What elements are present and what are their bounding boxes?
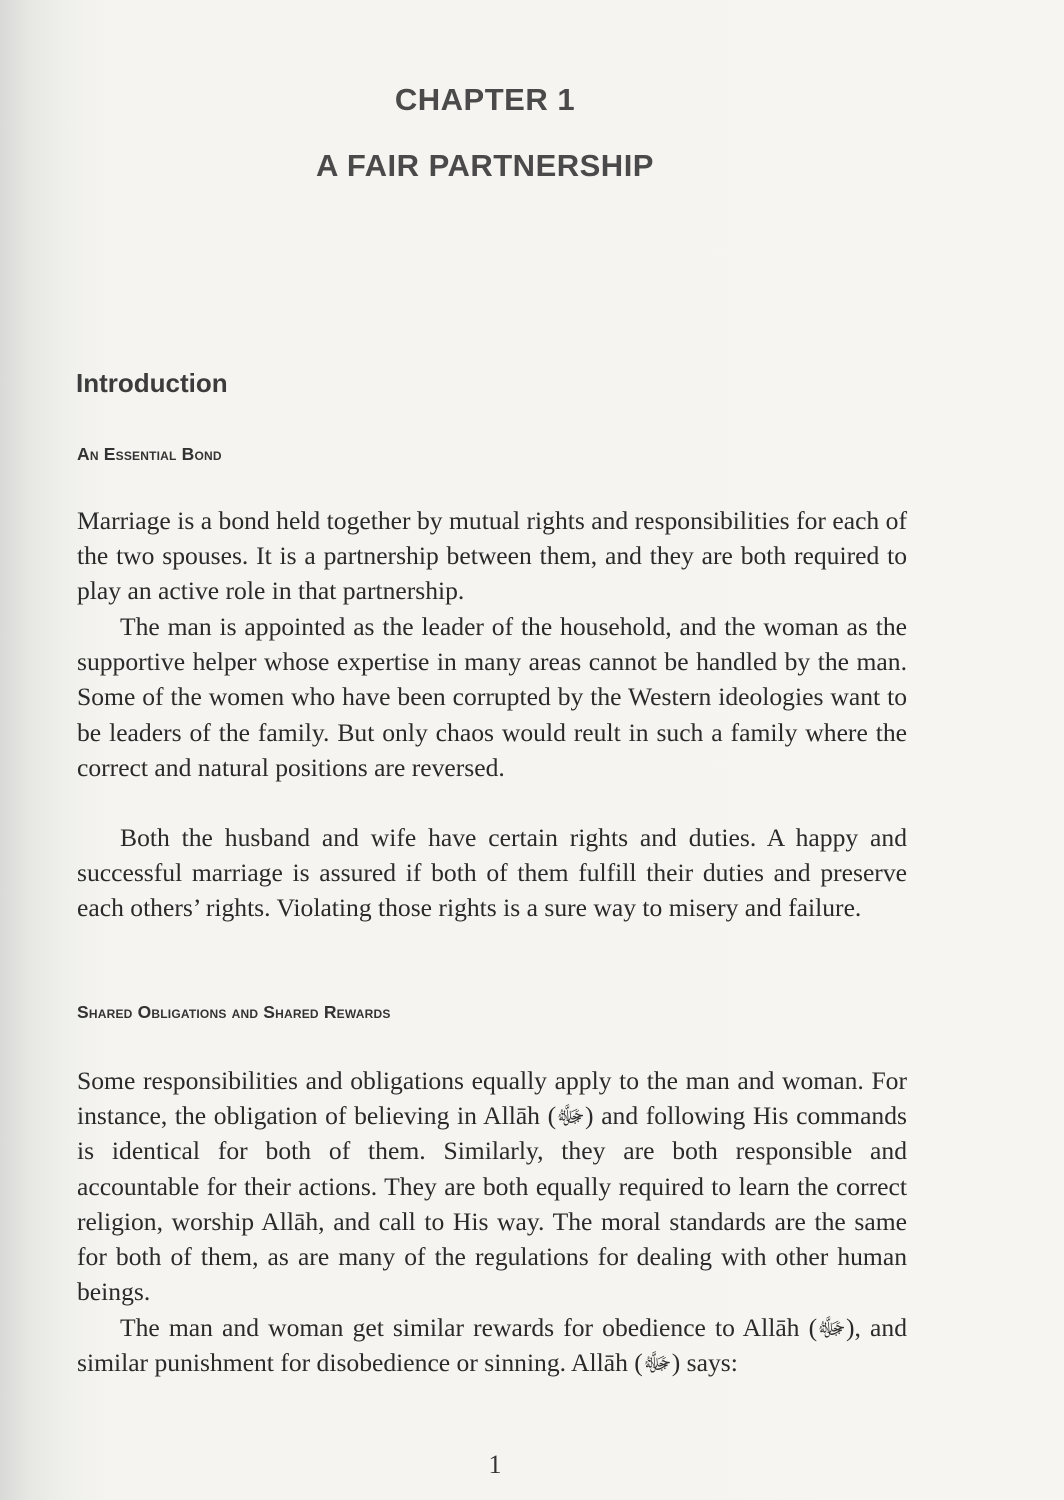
paragraph: Marriage is a bond held together by mutual rights and responsibilities for each of the two spouses. It is a partnership between them, and they are both required to play an active role in that partnership.: [77, 506, 907, 606]
chapter-title: A FAIR PARTNERSHIP: [316, 148, 654, 183]
chapter-number: CHAPTER 1: [394, 82, 576, 117]
subheading-shared-obligations: Shared Obligations and Shared Rewards: [77, 1002, 391, 1022]
paragraph: The man and woman get similar rewards for obedience to Allāh (ﷻ), and similar punishment for disobedience or sinning. Allāh (ﷻ) says:: [77, 1313, 907, 1378]
page-number: 1: [488, 1450, 502, 1479]
paragraph: The man is appointed as the leader of the household, and the woman as the supportive helper whose expertise in many areas cannot be handled by the man. Some of the women who have been corrupted by the Western ideologies want to be leaders of the family. But only chaos would reult in such a family where the correct and natural positions are reversed.: [77, 612, 907, 782]
paragraph: Some responsibilities and obligations equally apply to the man and woman. For instance, the obligation of believing in Allāh (ﷻ) and following His commands is identical for both of them. Similarly, they are both responsible and accountable for their actions. They are both equally required to learn the correct religion, worship Allāh, and call to His way. The moral standards are the same for both of them, as are many of the regulations for dealing with other human beings.: [77, 1066, 907, 1307]
section-heading: Introduction: [76, 368, 228, 398]
paragraph: Both the husband and wife have certain rights and duties. A happy and successful marriage is assured if both of them fulfill their duties and preserve each others’ rights. Violating those rights is a sure way to misery and failure.: [77, 823, 907, 923]
subheading-essential-bond: An Essential Bond: [77, 444, 222, 464]
